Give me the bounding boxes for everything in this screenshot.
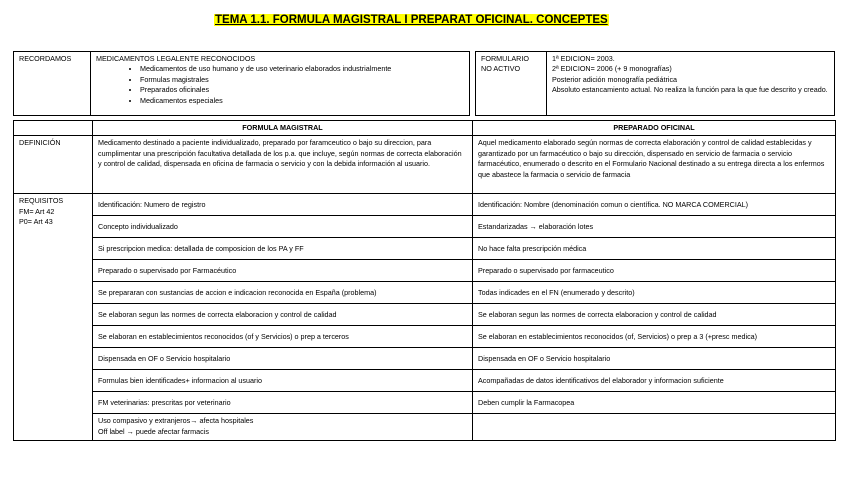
formulario-line: Absoluto estancamiento actual. No realiza la función para la que fue descrito y creado. xyxy=(552,85,828,95)
table-row-po: Acompañadas de datos identificativos del elaborador y informacion suficiente xyxy=(473,370,836,392)
table-row-po: Se elaboran segun las normes de correcta elaboracion y control de calidad xyxy=(473,304,836,326)
requisitos-po-article: P0= Art 43 xyxy=(19,217,53,227)
formulario-line: Posterior adición monografía pediátrica xyxy=(552,74,678,84)
formulario-line: 1ª EDICION= 2003. xyxy=(552,54,615,63)
recordamos-heading: MEDICAMENTOS LEGALENTE RECONOCIDOS xyxy=(96,54,256,63)
table-row-po: Se elaboran en establecimientos reconocidos (of, Servicios) o prep a 3 (+presc medica) xyxy=(473,326,836,348)
column-header-po: PREPARADO OFICINAL xyxy=(473,121,836,136)
list-item: • Formulas magistrales xyxy=(140,75,464,85)
requisitos-fm-article: FM= Art 42 xyxy=(19,206,55,216)
list-item: • Preparados oficinales xyxy=(140,85,464,95)
page-title: TEMA 1.1. FORMULA MAGISTRAL I PREPARAT OFICINAL. CONCEPTES xyxy=(215,14,608,26)
table-row-fm: Se prepararan con sustancias de accion e indicacion reconocida en España (problema) xyxy=(93,282,473,304)
table-row-fm: Dispensada en OF o Servicio hospitalario xyxy=(93,348,473,370)
corner-cell xyxy=(14,121,93,136)
comparison-table xyxy=(13,120,836,441)
table-row-fm: Se elaboran en establecimientos reconocidos (of y Servicios) o prep a terceros xyxy=(93,326,473,348)
table-row-fm: Preparado o supervisado por Farmacéutico xyxy=(93,260,473,282)
table-row-po: No hace falta prescripción médica xyxy=(473,238,836,260)
formulario-label: FORMULARIO NO ACTIVO xyxy=(476,52,547,116)
definition-fm: Medicamento destinado a paciente individualizado, preparado por faramceutico o bajo su direccion, para cumplimentar una prescripción facultativa detallada de los p.a. que incluye, según normas de correcta elaboración y control de calidad, dispensada en oficina de farmacia o servicio y con la debida información al usuario. xyxy=(93,136,473,194)
table-row-fm: Si prescripcion medica: detallada de composicion de los PA y FF xyxy=(93,238,473,260)
table-row-po: Dispensada en OF o Servicio hospitalario xyxy=(473,348,836,370)
requisitos-title: REQUISITOS xyxy=(19,196,64,206)
last-fm-line: Off label → puede afectar farmacis xyxy=(98,426,209,436)
table-row-fm-last xyxy=(93,414,473,441)
table-row-fm: FM veterinarias: prescritas por veterinario xyxy=(93,392,473,414)
table-row-fm: Identificación: Numero de registro xyxy=(93,194,473,216)
column-header-fm: FORMULA MAGISTRAL xyxy=(93,121,473,136)
last-fm-line: Uso compasivo y extranjeros→ afecta hospitales xyxy=(98,416,254,426)
table-row-po-last xyxy=(473,414,836,441)
table-row-po: Estandarizadas → elaboración lotes xyxy=(473,216,836,238)
formulario-table xyxy=(475,51,835,116)
formulario-content xyxy=(547,52,835,116)
table-row-fm: Concepto individualizado xyxy=(93,216,473,238)
list-item: • Medicamentos especiales xyxy=(140,96,464,106)
definition-label: DEFINICIÓN xyxy=(14,136,93,194)
table-row-po: Todas indicades en el FN (enumerado y descrito) xyxy=(473,282,836,304)
table-row-fm: Formulas bien identificades+ informacion al usuario xyxy=(93,370,473,392)
recordamos-list xyxy=(96,64,464,106)
list-item: • Medicamentos de uso humano y de uso veterinario elaborados industrialmente xyxy=(140,64,464,74)
requisitos-label xyxy=(14,194,93,441)
recordamos-table xyxy=(13,51,470,116)
table-row-po: Deben cumplir la Farmacopea xyxy=(473,392,836,414)
table-row-po: Preparado o supervisado por farmaceutico xyxy=(473,260,836,282)
table-row-po: Identificación: Nombre (denominación comun o científica. NO MARCA COMERCIAL) xyxy=(473,194,836,216)
recordamos-content xyxy=(91,52,470,116)
definition-po: Aquel medicamento elaborado según normas de correcta elaboración y control de calidad establecidas y garantizado por un farmacéutico o bajo su dirección, dispensado en servicio de farmacia o servicio farmacéutico, enumerado o descrito en el Formulario Nacional destinado a su entrega directa a los enfermos que abastece la farmacia o servicio de farmacia xyxy=(473,136,836,194)
recordamos-label: RECORDAMOS xyxy=(14,52,91,116)
formulario-line: 2ª EDICION= 2006 (+ 9 monografías) xyxy=(552,64,672,74)
table-row-fm: Se elaboran segun las normes de correcta elaboracion y control de calidad xyxy=(93,304,473,326)
